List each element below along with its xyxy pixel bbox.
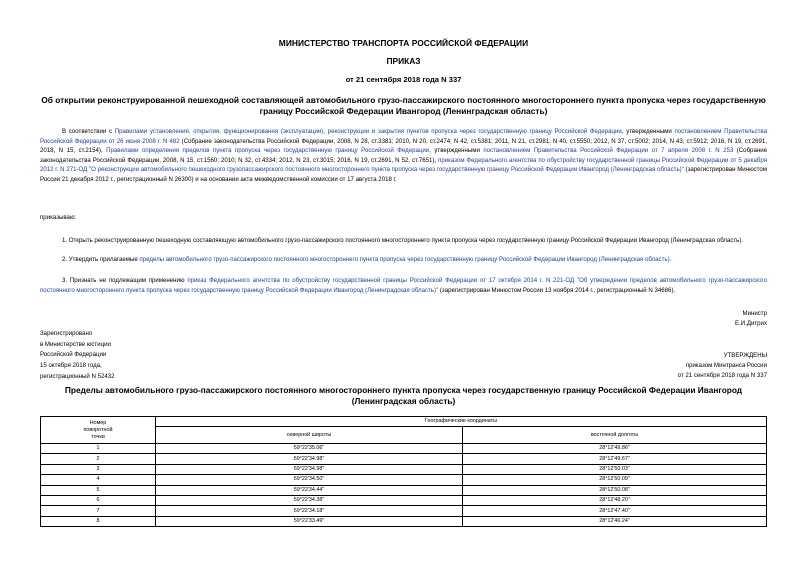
item-3-text: (зарегистрирован Минюстом России 13 ноября 2014 г., регистрационный N 34686). (438, 286, 676, 294)
cell-longitude: 28°12'50.08" (463, 485, 767, 495)
cell-point-number: 3 (41, 464, 156, 474)
signature-block (735, 309, 767, 329)
item-2-text: . (669, 256, 672, 263)
link-order-271[interactable]: приказом Федерального агентства по обустройству государственной границы Российской Федерации от 5 декабря 2012 г. N 271-ОД "О реконструкции автомобильного пешеходного грузопассажирского постоянного многостороннего пункта пропуска через государственную границу Российской Федерации Ивангород (Ленинградская область)" (40, 156, 767, 174)
col-header-text: поворотной (83, 426, 113, 433)
cell-latitude: 59°22'33.49" (156, 516, 463, 526)
link-limits-appendix[interactable]: пределы автомобильного грузо-пассажирского постоянного многостороннего пункта пропуска через государственную границу Российской Федерации Ивангород (Ленинградская область) (139, 256, 670, 263)
preamble-text: , утвержденными (429, 147, 484, 155)
preamble-text: (Собрание законодательства Российской Федерации, 2008, N 15, ст.1560; 2010; N 32, ст.4334; 2012, N 23, ст.3015; 2016, N 19, ст.2691, N 52, ст.7651), (40, 147, 767, 164)
paragraph-item-2 (40, 255, 767, 265)
link-resolution-253[interactable]: постановлением Правительства Российской Федерации от 7 апреля 2008 г. N 253 (483, 147, 734, 155)
signature-position: Министр (742, 310, 767, 317)
preamble-text: В соответствии с (62, 128, 115, 135)
paragraph-order-word: приказываю: (40, 214, 77, 221)
preamble-text: , утвержденными (621, 128, 675, 135)
table-row (41, 464, 767, 474)
limits-title: Пределы автомобильного грузо-пассажирского постоянного многостороннего пункта пропуска через государственную границу Российской Федерации Ивангород (Ленинградская область) (64, 385, 743, 406)
ministry-heading: МИНИСТЕРСТВО ТРАНСПОРТА РОССИЙСКОЙ ФЕДЕРАЦИИ (278, 38, 529, 48)
doc-title: Об открытии реконструированной пешеходной составляющей автомобильного грузо-пассажирского постоянного многостороннего пункта пропуска через государственную границу Российской Федерации Ивангород (Ленинградская область) (41, 95, 766, 116)
cell-point-number: 4 (41, 475, 156, 485)
cell-longitude: 28°12'49.67" (463, 454, 767, 464)
col-header-text: Номер (89, 419, 107, 426)
cell-latitude: 59°22'34.38" (156, 495, 463, 505)
registration-line: регистрационный N 52432 (40, 372, 115, 380)
cell-longitude: 28°12'48.20" (463, 495, 767, 505)
coordinates-table-body (41, 444, 767, 527)
approval-line: от 21 сентября 2018 года N 337 (677, 372, 767, 379)
approval-line: УТВЕРЖДЕНЫ (723, 352, 767, 359)
signature-name: Е.И.Дитрих (735, 320, 767, 327)
cell-point-number: 5 (41, 485, 156, 495)
cell-latitude: 59°22'34.44" (156, 485, 463, 495)
col-header-geo: Географические координаты (156, 417, 767, 427)
link-rules-limits[interactable]: Правилами определения пределов пункта пропуска через государственную границу Российской Федерации (106, 147, 430, 155)
cell-longitude: 28°12'50.03" (463, 464, 767, 474)
approval-line: приказом Минтранса России (685, 362, 767, 369)
registration-line: Зарегистрировано (40, 330, 93, 337)
registration-block (40, 329, 115, 383)
table-row (41, 506, 767, 516)
cell-point-number: 7 (41, 506, 156, 516)
paragraph-item-1: 1. Открыть реконструированную пешеходную составляющую автомобильного грузо-пассажирского постоянного многостороннего пункта пропуска через государственную границу Российской Федерации Ивангород (Ленинградская область). (62, 237, 744, 244)
link-rules-checkpoints[interactable]: Правилами установления, открытия, функционирования (эксплуатации), реконструкции и закрытия пунктов пропуска через государственную границу Российской Федерации (114, 128, 622, 135)
table-row (41, 516, 767, 526)
doc-type-heading: ПРИКАЗ (386, 56, 421, 66)
col-header-latitude: северной широты (156, 427, 463, 444)
table-row (41, 475, 767, 485)
registration-line: в Министерстве юстиции (40, 340, 111, 348)
cell-latitude: 59°22'35.06" (156, 444, 463, 454)
table-row (41, 444, 767, 454)
cell-longitude: 28°12'50.09" (463, 475, 767, 485)
cell-point-number: 6 (41, 495, 156, 505)
doc-date-number: от 21 сентября 2018 года N 337 (345, 75, 462, 84)
cell-point-number: 1 (41, 444, 156, 454)
col-header-text: точки (91, 433, 105, 440)
registration-line: Российской Федерации (40, 351, 107, 359)
paragraph-preamble (40, 127, 767, 185)
table-row (41, 454, 767, 464)
item-2-text: 2. Утвердить прилагаемые (62, 256, 140, 263)
link-resolution-482[interactable]: постановлением Правительства Российской Федерации от 26 июня 2008 г. N 482 (40, 128, 767, 145)
paragraph-item-3 (40, 276, 767, 295)
preamble-text: (Собрание законодательства Российской Федерации, 2008, N 28, ст.3381; 2010, N 20, ст.2474; N 42, ст.5381; 2011, N 21, ст.2981; N 40, ст.5550; 2012, N 37, ст.5002; 2014, N 43, ст.5912; 2016, N 19, ст.2691, 2018, N 15, ст.2154), (40, 137, 767, 155)
cell-point-number: 2 (41, 454, 156, 464)
cell-latitude: 59°22'34.98" (156, 454, 463, 464)
link-order-221[interactable]: приказ Федерального агентства по обустройству государственной границы Российской Федерации от 17 октября 2014 г. N 221-ОД "Об утверждении пределов автомобильного грузо-пассажирского постоянного многостороннего пункта пропуска через государственную границу Российской Федерации Ивангород (Ленинградская область)" (40, 277, 767, 294)
table-row (41, 485, 767, 495)
cell-latitude: 59°22'34.98" (156, 464, 463, 474)
coordinates-table (40, 416, 767, 527)
cell-point-number: 8 (41, 516, 156, 526)
cell-longitude: 28°12'46.24" (463, 516, 767, 526)
cell-longitude: 28°12'47.40" (463, 506, 767, 516)
cell-longitude: 28°12'49.86" (463, 444, 767, 454)
col-header-longitude: восточной долготы (463, 427, 767, 444)
cell-latitude: 59°22'34.18" (156, 506, 463, 516)
col-header-point-number (41, 417, 156, 444)
cell-latitude: 59°22'34.50" (156, 475, 463, 485)
item-3-text: 3. Признать не подлежащим применению (62, 277, 188, 284)
approval-block (678, 351, 767, 381)
table-row (41, 495, 767, 505)
preamble-text: (зарегистрирован Минюстом России 21 декабря 2012 г., регистрационный N 26300) и на основании акта межведомственной комиссии от 17 августа 2018 г. (40, 166, 767, 183)
registration-line: 15 октября 2018 года, (40, 362, 102, 370)
